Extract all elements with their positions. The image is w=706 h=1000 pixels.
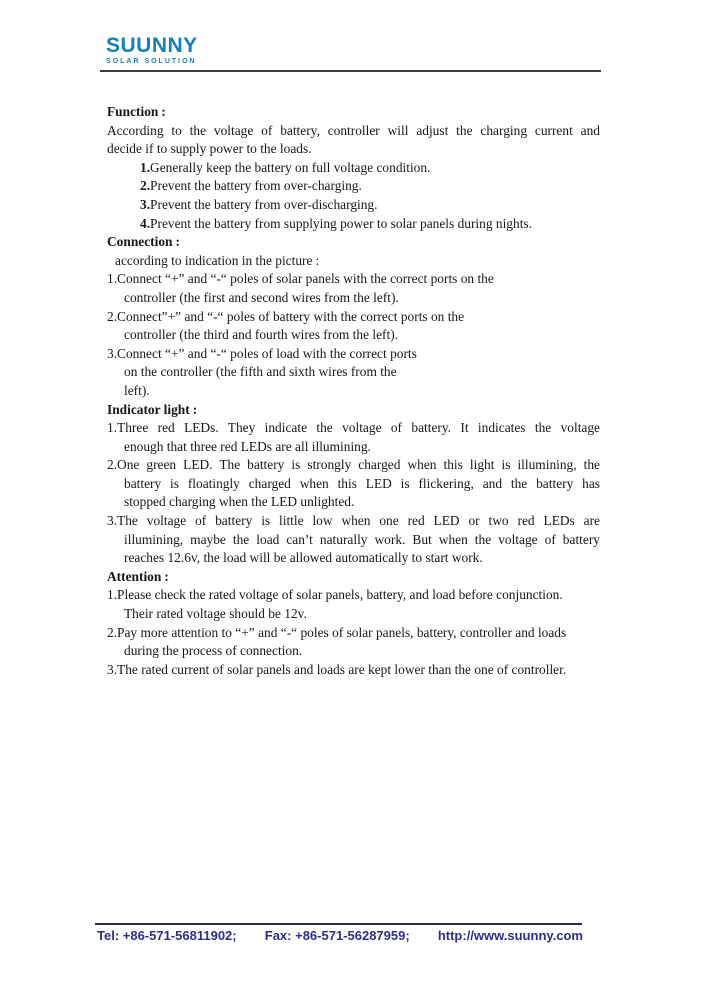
text-line: According to the voltage of battery, controller will adjust the charging current and (107, 122, 600, 138)
function-item (107, 177, 600, 196)
text-line: enough that three red LEDs are all illumining. (124, 438, 371, 454)
heading-colon: : (164, 568, 169, 584)
connection-subline (107, 252, 600, 271)
function-item (107, 215, 600, 234)
text-line: 1.Connect “+” and “-“ poles of solar panels with the correct ports on the (107, 271, 494, 287)
text-line: on the controller (the fifth and sixth wires from the (124, 364, 397, 380)
connection-item (107, 308, 600, 345)
attention-item (107, 661, 600, 680)
text-line: battery is floatingly charged when this LED is flickering, and the battery has (124, 475, 600, 491)
heading-colon: : (192, 401, 198, 417)
text-line: reaches 12.6v, the load will be allowed automatically to start work. (124, 550, 483, 566)
section-indicator-light (107, 401, 600, 568)
section-attention (107, 568, 600, 680)
section-heading-attention (107, 568, 600, 587)
heading-text: Function (107, 104, 159, 119)
text-line: 2.Connect”+” and “-“ poles of battery with the correct ports on the (107, 308, 465, 324)
indicator-item (107, 456, 600, 512)
attention-item (107, 624, 600, 661)
item-number: 4. (140, 215, 151, 231)
text-line: 3.The rated current of solar panels and loads are kept lower than the one of controller. (107, 661, 567, 677)
item-text: Generally keep the battery on full voltage condition. (150, 159, 431, 175)
footer-fax: Fax: +86-571-56287959; (264, 928, 410, 943)
subline-text: according to indication in the picture (115, 252, 313, 268)
footer-url: http://www.suunny.com (437, 928, 583, 943)
section-function (107, 103, 600, 233)
text-line: controller (the first and second wires from the left). (124, 289, 399, 305)
section-connection (107, 233, 600, 400)
item-text: Prevent the battery from over-discharging. (150, 196, 378, 212)
text-line: 3.Connect “+” and “-“ poles of load with the correct ports (107, 345, 417, 361)
text-line: 1.Please check the rated voltage of solar panels, battery, and load before conjunction. (107, 587, 563, 603)
connection-item (107, 345, 600, 401)
logo-subtitle: SOLAR SOLUTION (106, 58, 197, 65)
connection-item (107, 270, 600, 307)
section-heading-connection (107, 233, 600, 252)
indicator-item (107, 512, 600, 568)
text-line: 1.Three red LEDs. They indicate the voltage of battery. It indicates the voltage (107, 420, 600, 436)
document-content (107, 103, 600, 679)
function-item (107, 196, 600, 215)
header-divider (100, 70, 601, 72)
logo-title: SUUNNY (106, 34, 198, 57)
section-heading-function (107, 103, 600, 122)
attention-item (107, 586, 600, 623)
heading-text: Attention (107, 568, 162, 584)
item-text: Prevent the battery from supplying power to solar panels during nights. (150, 215, 532, 231)
heading-colon: : (175, 234, 180, 250)
text-line: decide if to supply power to the loads. (107, 141, 312, 157)
text-line: stopped charging when the LED unlighted. (124, 494, 355, 510)
function-intro (107, 122, 600, 159)
text-line: Their rated voltage should be 12v. (124, 606, 307, 622)
footer-contact (97, 928, 583, 943)
section-heading-indicator (107, 401, 600, 420)
text-line: during the process of connection. (124, 643, 303, 659)
text-line: 3.The voltage of battery is little low when one red LED or two red LEDs are (107, 513, 600, 529)
heading-text: Connection (107, 234, 173, 250)
function-item (107, 159, 600, 178)
company-logo (106, 36, 198, 65)
subline-colon: : (315, 252, 320, 268)
text-line: controller (the third and fourth wires from the left). (124, 327, 399, 343)
item-number: 1. (140, 159, 151, 175)
footer-tel: Tel: +86-571-56811902; (97, 928, 237, 943)
heading-text: Indicator light (107, 401, 190, 417)
text-line: 2.Pay more attention to “+” and “-“ poles of solar panels, battery, controller and loads (107, 624, 567, 640)
heading-colon: : (161, 104, 166, 119)
indicator-item (107, 419, 600, 456)
function-list (107, 159, 600, 233)
text-line: left). (124, 382, 150, 398)
item-number: 2. (140, 178, 151, 194)
text-line: illumining, maybe the load can’t naturally work. But when the voltage of battery (124, 531, 600, 547)
text-line: 2.One green LED. The battery is strongly charged when this light is illumining, the (107, 457, 600, 473)
footer-divider (95, 923, 582, 925)
item-number: 3. (140, 196, 151, 212)
item-text: Prevent the battery from over-charging. (150, 178, 362, 194)
